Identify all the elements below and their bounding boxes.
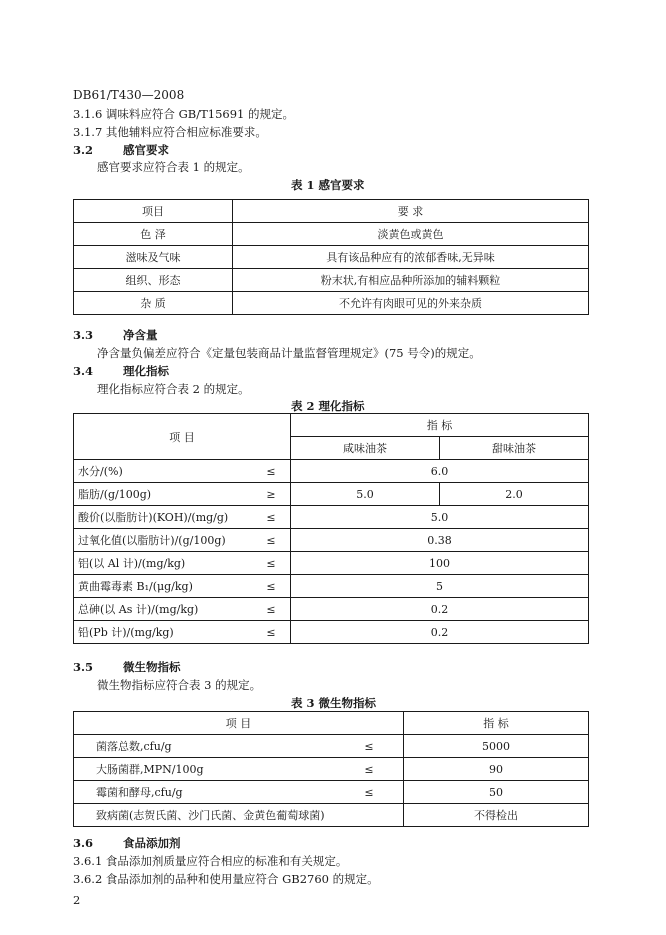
- table-header-cell: 甜味油茶: [440, 437, 589, 460]
- table-row: [74, 804, 589, 827]
- section-3-3-heading: [73, 328, 158, 342]
- section-title: 食品添加剂: [123, 836, 181, 850]
- table-cell: 5000: [404, 735, 589, 758]
- page-number: 2: [73, 893, 81, 907]
- table-header-cell: 指 标: [291, 414, 589, 437]
- table2-caption: 表 2 理化指标: [291, 399, 365, 413]
- table-cell: 总砷(以 As 计)/(mg/kg): [74, 598, 253, 621]
- section-3-2-text: 感官要求应符合表 1 的规定。: [97, 160, 250, 174]
- table-header-row: [74, 200, 589, 223]
- clause-3-6-2: 3.6.2 食品添加剂的品种和使用量应符合 GB2760 的规定。: [73, 872, 379, 886]
- table-cell: 过氧化值(以脂肪计)/(g/100g): [74, 529, 253, 552]
- table-cell: 100: [291, 552, 589, 575]
- table-row: [74, 292, 589, 315]
- table-cell: 组织、形态: [74, 269, 233, 292]
- table-cell: 90: [404, 758, 589, 781]
- table-cell: 0.2: [291, 621, 589, 644]
- table-cell: 酸价(以脂肪计)(KOH)/(mg/g): [74, 506, 253, 529]
- table3-microbial: [73, 711, 589, 827]
- section-number: 3.4: [73, 364, 94, 378]
- table-header-cell: 指 标: [404, 712, 589, 735]
- table-row: [74, 781, 589, 804]
- table-cell: 0.2: [291, 598, 589, 621]
- table-row: [74, 483, 589, 506]
- table-row: [74, 269, 589, 292]
- table-cell: 不允许有肉眼可见的外来杂质: [233, 292, 589, 315]
- table-cell: 杂 质: [74, 292, 233, 315]
- table-cell: 大肠菌群,MPN/100g: [74, 758, 336, 781]
- section-3-4-text: 理化指标应符合表 2 的规定。: [97, 382, 250, 396]
- section-title: 净含量: [123, 328, 158, 342]
- table-cell: ≤: [252, 506, 291, 529]
- table-row: [74, 529, 589, 552]
- table-header-row: [74, 712, 589, 735]
- table-header-cell: 项目: [74, 200, 233, 223]
- table-cell: 滋味及气味: [74, 246, 233, 269]
- table-cell: ≥: [252, 483, 291, 506]
- section-3-5-text: 微生物指标应符合表 3 的规定。: [97, 678, 262, 692]
- table-header-cell: 要 求: [233, 200, 589, 223]
- table-row: [74, 246, 589, 269]
- section-3-3-text: 净含量负偏差应符合《定量包装商品计量监督管理规定》(75 号令)的规定。: [97, 346, 481, 360]
- table-header-cell: 项 目: [74, 414, 291, 460]
- section-number: 3.3: [73, 328, 94, 342]
- table-row: [74, 735, 589, 758]
- table-cell: ≤: [252, 529, 291, 552]
- table-row: [74, 575, 589, 598]
- table-cell: 50: [404, 781, 589, 804]
- section-3-4-heading: [73, 364, 169, 378]
- table-cell: 不得检出: [404, 804, 589, 827]
- section-3-2-heading: [73, 143, 169, 157]
- table-cell: 6.0: [291, 460, 589, 483]
- table-header-cell: 咸味油茶: [291, 437, 440, 460]
- table-cell: 2.0: [440, 483, 589, 506]
- section-number: 3.2: [73, 143, 94, 157]
- section-title: 微生物指标: [123, 660, 181, 674]
- table-cell: ≤: [252, 460, 291, 483]
- clause-3-6-1: 3.6.1 食品添加剂质量应符合相应的标准和有关规定。: [73, 854, 348, 868]
- table-cell: 0.38: [291, 529, 589, 552]
- table-row: [74, 621, 589, 644]
- table-cell: ≤: [252, 621, 291, 644]
- table-cell: 致病菌(志贺氏菌、沙门氏菌、金黄色葡萄球菌): [74, 804, 336, 827]
- table-cell: [335, 804, 404, 827]
- section-number: 3.5: [73, 660, 94, 674]
- table-row: [74, 758, 589, 781]
- table-cell: ≤: [335, 781, 404, 804]
- table-cell: 5: [291, 575, 589, 598]
- table-cell: 水分/(%): [74, 460, 253, 483]
- table1-sensory: [73, 199, 589, 315]
- table-row: [74, 598, 589, 621]
- section-3-5-heading: [73, 660, 181, 674]
- section-title: 理化指标: [123, 364, 169, 378]
- table-row: [74, 552, 589, 575]
- table-cell: 粉末状,有相应品种所添加的辅料颗粒: [233, 269, 589, 292]
- table-row: [74, 460, 589, 483]
- table-cell: ≤: [335, 758, 404, 781]
- clause-3-1-7: 3.1.7 其他辅料应符合相应标准要求。: [73, 125, 267, 139]
- table-cell: ≤: [252, 598, 291, 621]
- table-row: [74, 506, 589, 529]
- table-cell: 铅(Pb 计)/(mg/kg): [74, 621, 253, 644]
- table-header-cell: 项 目: [74, 712, 404, 735]
- table-cell: 脂肪/(g/100g): [74, 483, 253, 506]
- table-cell: 具有该品种应有的浓郁香味,无异味: [233, 246, 589, 269]
- clause-3-1-6: 3.1.6 调味料应符合 GB/T15691 的规定。: [73, 107, 294, 121]
- section-title: 感官要求: [123, 143, 169, 157]
- table-cell: 5.0: [291, 483, 440, 506]
- document-id: DB61/T430—2008: [73, 88, 185, 102]
- table-cell: ≤: [252, 575, 291, 598]
- table-cell: 淡黄色或黄色: [233, 223, 589, 246]
- table-cell: 色 泽: [74, 223, 233, 246]
- table2-physicochemical: [73, 413, 589, 644]
- section-number: 3.6: [73, 836, 94, 850]
- table-cell: ≤: [335, 735, 404, 758]
- table-cell: 霉菌和酵母,cfu/g: [74, 781, 336, 804]
- table-cell: 5.0: [291, 506, 589, 529]
- table-row: [74, 223, 589, 246]
- table1-caption: 表 1 感官要求: [291, 178, 365, 192]
- table-cell: ≤: [252, 552, 291, 575]
- section-3-6-heading: [73, 836, 181, 850]
- table-header-row: [74, 414, 589, 437]
- table-cell: 黄曲霉毒素 B₁/(μg/kg): [74, 575, 253, 598]
- table3-caption: 表 3 微生物指标: [291, 696, 377, 710]
- table-cell: 菌落总数,cfu/g: [74, 735, 336, 758]
- table-cell: 铝(以 Al 计)/(mg/kg): [74, 552, 253, 575]
